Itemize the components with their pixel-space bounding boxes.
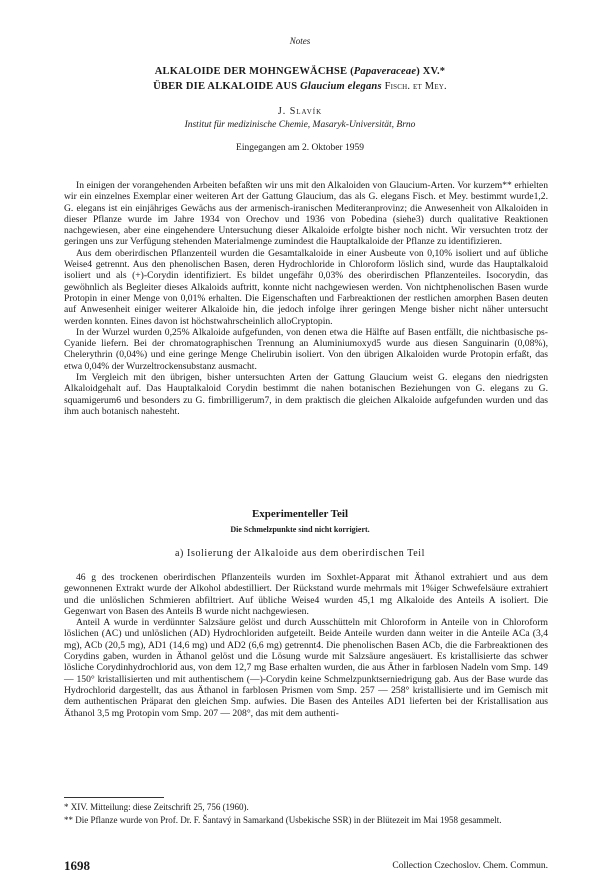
experimental-paragraph-2: Anteil A wurde in verdünnter Salzsäure gelöst und durch Ausschütteln mit Chloroform in Anteile von in Chloroform löslichen (AC) und unlöslichen (AD) Hydrochloriden aufgeteilt. Beide Anteile wurden dann weiter in die Anteile ACa (3,4 mg), ACb (20,5 mg), AD1 (14,6 mg) und AD2 (6,6 mg) getrennt4. Die phenolischen Basen ACb, die die Farbreaktionen des Corydins gaben, wurden in Äthanol gelöst und die Lösung wurde mit Salzsäure angesäuert. Es kristallisierte das schwer lösliche Corydinhydrochlorid aus, von dem 12,7 mg Base erhalten wurden, die aus Äther in farblosen Nadeln vom Smp. 149 — 150° kristallisierten und mit authentischem (—)-Corydin keine Schmelzpunktserniedrigung gab. Aus der Base wurde das Hydrochlorid dargestellt, das aus Äthanol in farblosen Prismen vom Smp. 257 — 258° kristallisierte und im Gemisch mit dem authentischen Präparat den gleichen Smp. aufwies. Die Basen des Anteiles AD1 lieferten bei der Kristallisation aus Äthanol 3,5 mg Protopin vom Smp. 207 — 208°, das mit dem authenti- [64, 617, 548, 719]
title-line-1-italic: Papaveraceae [353, 66, 417, 77]
article-title-line-2 [60, 81, 540, 92]
received-date: Eingegangen am 2. Oktober 1959 [236, 143, 364, 153]
author: J. Slavík [277, 106, 323, 117]
page-number: 1698 [64, 858, 90, 873]
article-title-line-1 [60, 66, 540, 77]
footnote-divider [64, 797, 164, 798]
experimental-paragraph-1: 46 g des trockenen oberirdischen Pflanzenteils wurden im Soxhlet-Apparat mit Äthanol extrahiert und aus dem gewonnenen Extrakt wurde der Alkohol abdestilliert. Der Rückstand wurde mehrmals mit 1%iger Schwefelsäure extrahiert und die unlöslichen Schmieren abfiltriert. Auf übliche Weise4 wurden 45,1 mg Alkaloide des Anteils A isoliert. Die Gegenwart von Basen des Anteils B wurde nicht nachgewiesen. [64, 572, 548, 617]
experimental-heading: Experimenteller Teil [251, 508, 349, 520]
running-head: Notes [289, 36, 311, 46]
journal-name: Collection Czechoslov. Chem. Commun. [392, 861, 548, 871]
section-subheading: a) Isolierung der Alkaloide aus dem oberirdischen Teil [174, 548, 426, 559]
title-line-1-main: ALKALOIDE DER MOHNGEWÄCHSE ( [154, 66, 354, 77]
intro-paragraph-4: Im Vergleich mit den übrigen, bisher untersuchten Arten der Gattung Glaucium weist G. elegans den niedrigsten Alkaloidgehalt auf. Das Hauptalkaloid Corydin bestimmt die nahen botanischen Beziehungen von G. elegans zu G. squamigerum6 und besonders zu G. fimbrilligerum7, in dem praktisch die gleichen Alkaloide aufgefunden wurden und das ihm auch botanisch nahesteht. [64, 372, 548, 417]
title-line-2-italic: Glaucium elegans [300, 81, 382, 92]
experimental-section [64, 572, 548, 719]
footnote-2: ** Die Pflanze wurde von Prof. Dr. F. Šantavý in Samarkand (Usbekische SSR) in der Blütezeit im Mai 1958 gesammelt. [64, 815, 502, 825]
title-line-1-end: ) XV.* [416, 66, 446, 77]
introduction [64, 180, 548, 417]
footnote-1: * XIV. Mitteilung: diese Zeitschrift 25, 756 (1960). [64, 802, 249, 812]
intro-paragraph-1: In einigen der vorangehenden Arbeiten befaßten wir uns mit den Alkaloiden von Glaucium-Arten. Vor kurzem** erhielten wir ein einzelnes Exemplar einer weiteren Art der Gattung Glaucium, das als G. elegans Fisch. et Mey. bestimmt wurde1,2. G. elegans ist ein einjähriges Gewächs aus der armenisch-iranischen Mediteranprovinz; die Anwesenheit von Alkaloiden in dieser Pflanze wurde im Jahre 1934 von Orechov und 1936 von Pobedina (siehe3) durch qualitative Reaktionen nachgewiesen, aber eine eingehendere Untersuchung dieser Alkaloide erfolgte bisher noch nicht. Wir versuchten trotz der geringen uns zur Verfügung stehenden Materialmenge zumindest die Hauptalkaloide der Pflanze zu identifizieren. [64, 180, 548, 248]
affiliation: Institut für medizinische Chemie, Masaryk-Universität, Brno [184, 120, 416, 130]
intro-paragraph-3: In der Wurzel wurden 0,25% Alkaloide aufgefunden, von denen etwa die Hälfte auf Basen entfällt, die nichtbasische ps-Cyanide liefern. Bei der chromatographischen Trennung an Aluminiumoxyd5 wurde aus diesen Sanguinarin (0,08%), Chelerythrin (0,04%) und eine geringe Menge Chelirubin isoliert. Von den übrigen Alkaloiden wurde Protopin erfaßt, das etwa 0,04% der Wurzeltrockensubstanz ausmacht. [64, 326, 548, 372]
title-line-2-main: ÜBER DIE ALKALOIDE AUS [153, 81, 301, 92]
title-line-2-authority: Fisch. et Mey. [381, 81, 447, 92]
intro-paragraph-2: Aus dem oberirdischen Pflanzenteil wurden die Gesamtalkaloide in einer Ausbeute von 0,10% isoliert und auf übliche Weise4 getrennt. Aus den phenolischen Basen, deren Hydrochloride in Chloroform löslich sind, wurde das Hauptalkaloid isoliert und als (+)-Corydin identifiziert. Es bildet ungefähr 0,03% des oberirdischen Pflanzenteiles. Isocorydin, das gewöhnlich als Begleiter dieses Alkaloids auftritt, konnte nicht nachgewiesen werden. Von nichtphenolischen Basen wurde Protopin in einer Menge von 0,01% erhalten. Die Eigenschaften und Farbreaktionen der restlichen amorphen Basen deuten auf Anwesenheit einiger weiterer Alkaloide hin, die jedoch infolge ihrer geringen Menge bisher nicht näher untersucht werden konnten. Eines davon ist höchstwahrscheinlich alloCryptopin. [64, 247, 548, 327]
experimental-note: Die Schmelzpunkte sind nicht korrigiert. [230, 525, 370, 534]
